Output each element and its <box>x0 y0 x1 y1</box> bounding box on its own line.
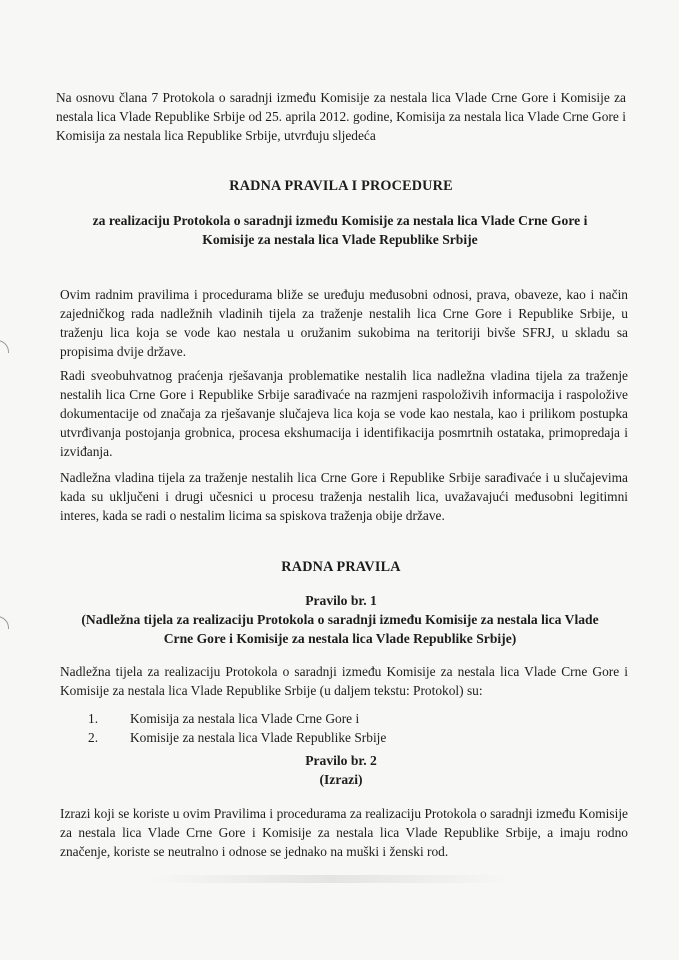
rule-2-title: Pravilo br. 2 <box>305 753 377 768</box>
rule-1-title: Pravilo br. 1 <box>305 593 377 608</box>
section-title: RADNA PRAVILA <box>281 559 401 575</box>
list-item-text: Komisije za nestala lica Vlade Republike Srbije <box>130 730 387 745</box>
paragraph-3: Nadležna vladina tijela za traženje nestalih lica Crne Gore i Republike Srbije sarađivaće i u slučajevima kada su uključeni i drugi učesnici u procesu traženja nestalih lica, uvažavajući međusobni legitimni interes, kada se radi o nestalim licima sa spiskova traženja obije države. <box>60 470 628 523</box>
scan-artifact <box>150 875 510 883</box>
rule-1-text: Nadležna tijela za realizaciju Protokola o saradnji između Komisije za nestala lica Vlade Crne Gore i Komisije za nestala lica Vlade Republike Srbije (u daljem tekstu: Protokol) su: <box>60 664 628 698</box>
rule-1-subtitle-line1: (Nadležna tijela za realizaciju Protokola o saradnji između Komisije za nestala lica Vlade <box>81 612 599 627</box>
scan-margin-mark <box>0 340 9 353</box>
document-title: RADNA PRAVILA I PROCEDURE <box>229 178 453 194</box>
list-item-text: Komisija za nestala lica Vlade Crne Gore i <box>130 711 360 726</box>
rule-2-subtitle: (Izrazi) <box>319 772 363 787</box>
rule-1-subtitle-line2: Crne Gore i Komisije za nestala lica Vlade Republike Srbije) <box>163 631 517 646</box>
rule-2-text: Izrazi koji se koriste u ovim Pravilima i procedurama za realizaciju Protokola o saradnji između Komisije za nestala lica Vlade Crne Gore i Komisije za nestala lica Vlade Republike Srbije, a imaju rodno značenje, koriste se neutralno i odnose se jednako na muški i ženski rod. <box>60 806 628 859</box>
document-subtitle-line2: Komisije za nestala lica Vlade Republike Srbije <box>202 232 478 247</box>
paragraph-2: Radi sveobuhvatnog praćenja rješavanja problematike nestalih lica nadležna vladina tijela za traženje nestalih lica Crne Gore i Republike Srbije sarađivaće na razmjeni raspoloživih informacija i raspoložive dokumentacije od značaja za rješavanje slučajeva lica koja se vode kao nestala, kao i prilikom postupka utvrđivanja postojanja grobnica, procesa ekshumacija i identifikacija posmrtnih ostataka, primopredaja i izviđanja. <box>60 368 628 459</box>
scan-margin-mark <box>0 616 9 629</box>
paragraph-1: Ovim radnim pravilima i procedurama bliže se uređuju međusobni odnosi, prava, obaveze, kao i način zajedničkog rada nadležnih vladinih tijela za traženje nestalih lica Crne Gore i Republike Srbije, u traženju lica koja se vode kao nestala u oružanim sukobima na teritoriji bivše SFRJ, u skladu sa propisima dvije države. <box>60 287 628 359</box>
list-item-number: 1. <box>88 711 99 726</box>
document-subtitle-line1: za realizaciju Protokola o saradnji između Komisije za nestala lica Vlade Crne Gore i <box>92 213 588 228</box>
intro-paragraph: Na osnovu člana 7 Protokola o saradnji između Komisije za nestala lica Vlade Crne Gore i Komisije za nestala lica Vlade Republike Srbije od 25. aprila 2012. godine, Komisija za nestala lica Vlade Crne Gore i Komisija za nestala lica Republike Srbije, utvrđuju sljedeća <box>56 90 626 143</box>
list-item-number: 2. <box>88 730 99 745</box>
